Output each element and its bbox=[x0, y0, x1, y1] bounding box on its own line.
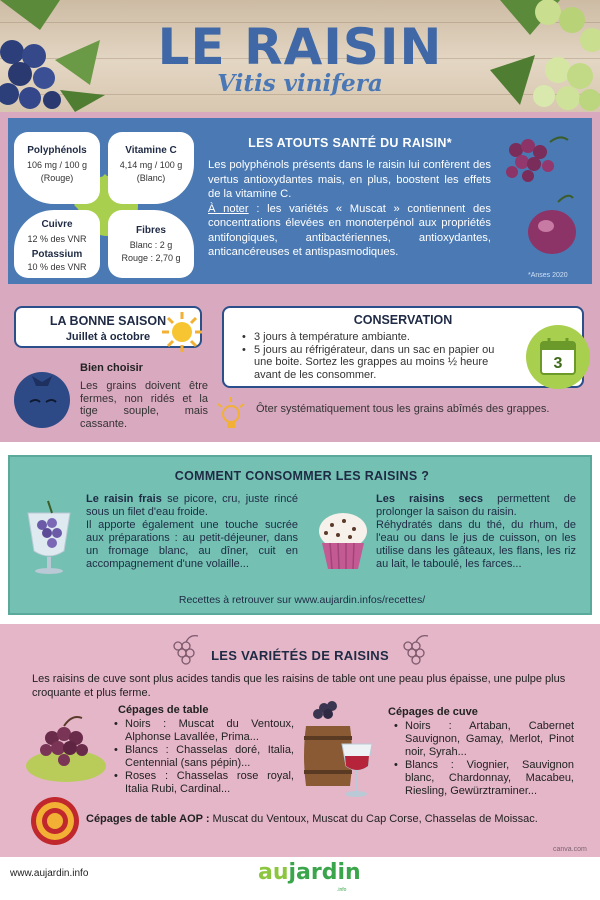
wine-barrel-icon bbox=[298, 696, 384, 806]
list-item: • Noirs : Muscat du Ventoux, Alphonse Lavallée, Prima... bbox=[112, 718, 294, 744]
footer-url[interactable]: www.aujardin.info bbox=[10, 868, 89, 879]
dried-grapes-text bbox=[376, 493, 576, 571]
note-label: À noter bbox=[208, 202, 249, 215]
card-value: 10 % des VNR bbox=[27, 262, 87, 272]
note-text: : les variétés « Muscat » contiennent des concentrations élevées en monoterpénol aux propriétés antifongiques, antibactériennes, antioxydantes, anticancéreuses et antispasmodiques. bbox=[208, 202, 491, 258]
card-value: Rouge : 2,70 g bbox=[121, 253, 181, 263]
card-note: (Blanc) bbox=[136, 173, 166, 183]
aop-label: Cépages de table AOP : bbox=[86, 813, 210, 825]
page-subtitle: Vitis vinifera bbox=[217, 70, 383, 97]
season-period: Juillet à octobre bbox=[65, 331, 151, 343]
conservation-list bbox=[242, 331, 512, 381]
list-item: • Noirs : Artaban, Cabernet Sauvignon, Gamay, Merlot, Pinot noir, Syrah... bbox=[392, 720, 574, 759]
aop-seal-icon bbox=[30, 796, 80, 846]
card-polyphenols bbox=[14, 132, 100, 204]
dried-grapes-desc: permettent de prolonger la saison du raisin. bbox=[376, 493, 576, 518]
card-title: Cuivre bbox=[41, 219, 73, 230]
list-item: • 5 jours au réfrigérateur, dans un sac en papier ou une boite. Sortez les grappes au moins ½ heure avant de les consommer. bbox=[242, 344, 512, 382]
logo-info-text: .info bbox=[337, 887, 347, 893]
consume-panel bbox=[8, 455, 592, 615]
choose-title: Bien choisir bbox=[80, 362, 143, 374]
health-panel bbox=[8, 118, 592, 284]
footer bbox=[0, 857, 600, 900]
sun-icon bbox=[160, 310, 204, 354]
table-varieties-list bbox=[112, 718, 294, 796]
card-value: 12 % des VNR bbox=[27, 234, 87, 244]
card-vitamine-c bbox=[108, 132, 194, 204]
fresh-grapes-desc2: Il apporte également une touche sucrée aux préparations : au petit-déjeuner, dans un fromage blanc, au dîner, cuit en accompagnement d'une volaille... bbox=[86, 519, 298, 570]
varieties-title: LES VARIÉTÉS DE RAISINS bbox=[211, 648, 389, 663]
health-section bbox=[0, 112, 600, 290]
consume-section bbox=[0, 442, 600, 624]
card-value: 4,14 mg / 100 g bbox=[119, 160, 183, 170]
card-value: Blanc : 2 g bbox=[129, 240, 173, 250]
list-item: • Blancs : Viognier, Sauvignon blanc, Chardonnay, Macabeu, Riesling, Gewürztraminer... bbox=[392, 759, 574, 798]
varieties-section bbox=[0, 624, 600, 857]
dried-grapes-label: Les raisins secs bbox=[376, 493, 484, 505]
table-varieties-title: Cépages de table bbox=[118, 704, 209, 716]
lightbulb-icon bbox=[214, 396, 248, 436]
list-item: • 3 jours à température ambiante. bbox=[242, 331, 512, 344]
site-logo[interactable] bbox=[258, 860, 361, 885]
health-title: LES ATOUTS SANTÉ DU RAISIN* bbox=[248, 136, 452, 150]
conservation-tip: Ôter systématiquement tous les grains abîmés des grappes. bbox=[256, 403, 550, 415]
image-credit: canva.com bbox=[553, 846, 587, 853]
conservation-title: CONSERVATION bbox=[353, 313, 453, 327]
list-item: • Roses : Chasselas rose royal, Italia Rubi, Cardinal... bbox=[112, 770, 294, 796]
card-title: Polyphénols bbox=[27, 145, 87, 156]
season-title: LA BONNE SAISON bbox=[49, 314, 167, 328]
card-value: 106 mg / 100 g bbox=[26, 160, 88, 170]
source-note: *Anses 2020 bbox=[528, 272, 568, 279]
varieties-intro: Les raisins de cuve sont plus acides tandis que les raisins de table ont une peau plus épaisse, une pulpe plus croquante et plus ferme. bbox=[32, 673, 566, 699]
card-cuivre-potassium bbox=[14, 210, 100, 278]
choose-text: Les grains doivent être fermes, non ridés et la tige souple, mais cassante. bbox=[80, 380, 208, 430]
grape-glass-icon bbox=[22, 491, 76, 577]
calendar-number: 3 bbox=[553, 355, 563, 372]
grape-berry-icon bbox=[10, 366, 74, 430]
season-section bbox=[0, 290, 600, 442]
logo-jardin-text: jardin bbox=[288, 860, 361, 885]
aop-list: Muscat du Ventoux, Muscat du Cap Corse, Chasselas de Moissac. bbox=[209, 813, 538, 825]
aop-text bbox=[86, 813, 586, 825]
recipes-link[interactable]: Recettes à retrouver sur www.aujardin.infos/recettes/ bbox=[178, 594, 426, 606]
card-title: Vitamine C bbox=[125, 145, 177, 156]
fresh-grapes-text bbox=[86, 493, 298, 571]
fresh-grapes-desc: se picore, cru, juste rincé sous un filet d'eau froide. bbox=[86, 493, 298, 518]
dried-grapes-desc2: Réhydratés dans du thé, du rhum, de l'eau ou dans le jus de cuisson, on les utilise dans les gâteaux, les flans, les riz au lait, le taboulé, les farces... bbox=[376, 519, 576, 570]
health-paragraph: Les polyphénols présents dans le raisin lui confèrent des vertus antioxydantes mais, en plus, boostent les effets de la vitamine C. bbox=[208, 159, 491, 200]
health-text bbox=[208, 158, 491, 260]
list-item: • Blancs : Chasselas doré, Italia, Centennial (sans pépin)... bbox=[112, 744, 294, 770]
header-banner bbox=[0, 0, 600, 112]
page-title: LE RAISIN bbox=[157, 18, 443, 76]
wine-varieties-title: Cépages de cuve bbox=[388, 706, 478, 718]
red-grapes-icon bbox=[498, 132, 588, 262]
consume-title: COMMENT CONSOMMER LES RAISINS ? bbox=[174, 469, 430, 483]
cupcake-icon bbox=[314, 509, 372, 575]
wine-varieties-list bbox=[392, 720, 574, 798]
fresh-grapes-label: Le raisin frais bbox=[86, 493, 162, 505]
card-note: (Rouge) bbox=[40, 173, 74, 183]
grape-bowl-icon bbox=[22, 708, 110, 788]
card-title: Fibres bbox=[135, 225, 166, 236]
card-fibres bbox=[108, 210, 194, 278]
logo-au-text: au bbox=[258, 860, 289, 885]
card-title: Potassium bbox=[31, 249, 83, 260]
